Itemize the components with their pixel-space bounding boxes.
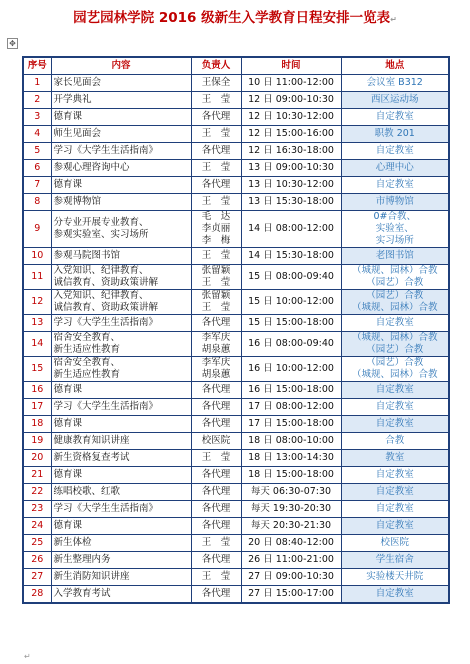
cell-time: 12 日 10:30-12:00 <box>241 109 341 126</box>
cell-resp-line: 各代理 <box>201 520 231 531</box>
cell-resp <box>191 535 241 552</box>
cell-resp-line: 李军庆 <box>201 357 231 368</box>
cell-content-line: 开学典礼 <box>53 94 92 105</box>
cell-time: 每天 20:30-21:30 <box>241 518 341 535</box>
cell-seq: 27 <box>23 569 51 586</box>
cell-place <box>341 92 449 109</box>
cell-seq: 19 <box>23 433 51 450</box>
cell-resp-line: 李 梅 <box>201 235 231 246</box>
cell-resp <box>191 501 241 518</box>
cell-content-line: 参观博物馆 <box>53 196 102 207</box>
cell-place <box>341 332 449 357</box>
cell-place <box>341 315 449 332</box>
cell-place <box>341 552 449 569</box>
cell-place-line: （城规、园林）合教 <box>351 265 438 276</box>
cell-resp-line: 各代理 <box>201 503 231 514</box>
cell-place-line: 自定教室 <box>375 486 414 497</box>
cell-content-line: 学习《大学生生活指南》 <box>53 317 159 328</box>
table-row <box>23 484 449 501</box>
cell-place <box>341 265 449 290</box>
cell-content <box>51 433 191 450</box>
cell-content <box>51 518 191 535</box>
cell-content-line: 学习《大学生生活指南》 <box>53 503 159 514</box>
cell-content <box>51 416 191 433</box>
cell-resp <box>191 92 241 109</box>
cell-place <box>341 194 449 211</box>
table-row <box>23 315 449 332</box>
table-row <box>23 382 449 399</box>
cell-place-line: 合教 <box>385 435 405 446</box>
cell-content <box>51 467 191 484</box>
cell-place <box>341 75 449 92</box>
cell-content-line: 宿舍安全教育、 <box>53 357 121 368</box>
cell-content-line: 诚信教育、资助政策讲解 <box>53 302 159 313</box>
cell-content-line: 新生适应性教育 <box>53 344 121 355</box>
cell-content <box>51 535 191 552</box>
cell-resp-line: 张留颖 <box>201 265 231 276</box>
table-row <box>23 501 449 518</box>
cell-place-line: （园艺）合教 <box>366 357 424 368</box>
cell-place <box>341 484 449 501</box>
cell-content <box>51 194 191 211</box>
cell-seq: 17 <box>23 399 51 416</box>
cell-content-line: 德育课 <box>53 520 83 531</box>
cell-resp-line: 各代理 <box>201 486 231 497</box>
cell-time: 17 日 15:00-18:00 <box>241 416 341 433</box>
cell-content-line: 德育课 <box>53 111 83 122</box>
cell-content <box>51 586 191 604</box>
cell-time: 17 日 08:00-12:00 <box>241 399 341 416</box>
table-row <box>23 357 449 382</box>
cell-place-line: 自定教室 <box>375 503 414 514</box>
table-move-handle-icon[interactable]: ✥ <box>7 38 18 49</box>
table-row <box>23 586 449 604</box>
cell-resp-line: 毛 达 <box>201 211 231 222</box>
cell-time: 16 日 10:00-12:00 <box>241 357 341 382</box>
header-time: 时间 <box>241 57 341 75</box>
cell-time: 13 日 10:30-12:00 <box>241 177 341 194</box>
cell-place <box>341 177 449 194</box>
cell-resp <box>191 211 241 248</box>
cell-resp <box>191 569 241 586</box>
table-row <box>23 416 449 433</box>
cell-place-line: 自定教室 <box>375 588 414 599</box>
cell-seq: 24 <box>23 518 51 535</box>
cell-seq: 12 <box>23 290 51 315</box>
table-row <box>23 194 449 211</box>
cell-content <box>51 569 191 586</box>
cell-resp <box>191 143 241 160</box>
table-row <box>23 569 449 586</box>
cell-seq: 5 <box>23 143 51 160</box>
table-row <box>23 290 449 315</box>
cell-resp-line: 王 莹 <box>201 162 231 173</box>
cell-place <box>341 248 449 265</box>
table-row <box>23 265 449 290</box>
cell-resp <box>191 433 241 450</box>
cell-time: 12 日 09:00-10:30 <box>241 92 341 109</box>
cell-seq: 22 <box>23 484 51 501</box>
cell-seq: 20 <box>23 450 51 467</box>
cell-resp-line: 各代理 <box>201 317 231 328</box>
cell-seq: 28 <box>23 586 51 604</box>
table-row <box>23 332 449 357</box>
cell-place-line: 实验室、 <box>375 223 414 234</box>
cell-resp-line: 各代理 <box>201 145 231 156</box>
cell-content-line: 学习《大学生生活指南》 <box>53 145 159 156</box>
table-row <box>23 126 449 143</box>
cell-place <box>341 467 449 484</box>
cell-time: 16 日 08:00-09:40 <box>241 332 341 357</box>
cell-place <box>341 569 449 586</box>
cell-time: 18 日 08:00-10:00 <box>241 433 341 450</box>
cell-seq: 25 <box>23 535 51 552</box>
cell-resp-line: 校医院 <box>201 435 231 446</box>
cell-content-line: 学习《大学生生活指南》 <box>53 401 159 412</box>
cell-place <box>341 382 449 399</box>
cell-resp <box>191 160 241 177</box>
cell-resp-line: 王保全 <box>201 77 231 88</box>
cell-resp <box>191 177 241 194</box>
cell-place-line: （园艺）合教 <box>366 344 424 355</box>
cell-place-line: 自定教室 <box>375 179 414 190</box>
cell-place-line: 自定教室 <box>375 520 414 531</box>
cell-content-line: 入学教育考试 <box>53 588 111 599</box>
cell-resp <box>191 109 241 126</box>
cell-content-line: 德育课 <box>53 469 83 480</box>
cell-content <box>51 75 191 92</box>
cell-seq: 13 <box>23 315 51 332</box>
cell-place-line: 0#合教、 <box>373 211 416 222</box>
cell-place <box>341 450 449 467</box>
cell-resp-line: 各代理 <box>201 469 231 480</box>
cell-seq: 11 <box>23 265 51 290</box>
cell-time: 12 日 16:30-18:00 <box>241 143 341 160</box>
cell-seq: 21 <box>23 467 51 484</box>
cell-time: 12 日 15:00-16:00 <box>241 126 341 143</box>
cell-time: 15 日 15:00-18:00 <box>241 315 341 332</box>
cell-content <box>51 126 191 143</box>
cell-place-line: 心理中心 <box>375 162 414 173</box>
cell-place-line: 学生宿舍 <box>375 554 414 565</box>
cell-content <box>51 332 191 357</box>
table-row <box>23 160 449 177</box>
cell-resp <box>191 382 241 399</box>
header-seq: 序号 <box>23 57 51 75</box>
table-row <box>23 399 449 416</box>
cell-resp-line: 各代理 <box>201 179 231 190</box>
cell-content-line: 健康教育知识讲座 <box>53 435 130 446</box>
cell-resp-line: 王 莹 <box>201 128 231 139</box>
cell-place-line: （城规、园林）合教 <box>351 332 438 343</box>
cell-resp <box>191 357 241 382</box>
cell-resp <box>191 75 241 92</box>
cell-resp-line: 王 莹 <box>201 452 231 463</box>
cell-place <box>341 433 449 450</box>
cell-resp <box>191 332 241 357</box>
cell-place-line: 老图书馆 <box>375 250 414 261</box>
table-row <box>23 552 449 569</box>
cell-content-line: 新生消防知识讲座 <box>53 571 130 582</box>
cell-resp <box>191 290 241 315</box>
cell-resp-line: 胡泉蕙 <box>201 344 231 355</box>
page-title-text: 园艺园林学院 2016 级新生入学教育日程安排一览表 <box>73 10 391 26</box>
cell-content <box>51 143 191 160</box>
cell-content <box>51 450 191 467</box>
table-row <box>23 109 449 126</box>
cell-seq: 1 <box>23 75 51 92</box>
cell-content <box>51 357 191 382</box>
cell-content-line: 新生适应性教育 <box>53 369 121 380</box>
cell-content <box>51 552 191 569</box>
cell-seq: 8 <box>23 194 51 211</box>
cell-content <box>51 177 191 194</box>
cell-content-line: 练唱校歌、红歌 <box>53 486 121 497</box>
cell-time: 27 日 09:00-10:30 <box>241 569 341 586</box>
cell-place-line: 实习场所 <box>375 235 414 246</box>
cell-content <box>51 382 191 399</box>
cell-time: 27 日 15:00-17:00 <box>241 586 341 604</box>
cell-place-line: 西区运动场 <box>370 94 419 105</box>
cell-time: 14 日 15:30-18:00 <box>241 248 341 265</box>
cell-seq: 7 <box>23 177 51 194</box>
cell-place-line: 自定教室 <box>375 418 414 429</box>
cell-resp-line: 各代理 <box>201 554 231 565</box>
cell-content-line: 分专业开展专业教育、 <box>53 217 149 228</box>
cell-time: 14 日 08:00-12:00 <box>241 211 341 248</box>
cell-place-line: 会议室 B312 <box>366 77 423 88</box>
cell-place <box>341 399 449 416</box>
cell-resp <box>191 399 241 416</box>
cell-place-line: （园艺）合教 <box>366 277 424 288</box>
cell-resp-line: 王 莹 <box>201 196 231 207</box>
schedule-table <box>22 56 450 604</box>
cell-content-line: 入党知识、纪律教育、 <box>53 290 149 301</box>
cell-time: 每天 06:30-07:30 <box>241 484 341 501</box>
page-title: 园艺园林学院 2016 级新生入学教育日程安排一览表↵ <box>73 10 397 26</box>
cell-time: 13 日 15:30-18:00 <box>241 194 341 211</box>
cell-time: 10 日 11:00-12:00 <box>241 75 341 92</box>
cell-resp-line: 王 莹 <box>201 571 231 582</box>
cell-place <box>341 109 449 126</box>
cell-seq: 14 <box>23 332 51 357</box>
cell-place-line: 校医院 <box>380 537 409 548</box>
table-row <box>23 143 449 160</box>
cell-content <box>51 211 191 248</box>
cell-resp <box>191 484 241 501</box>
cell-content-line: 宿舍安全教育、 <box>53 332 121 343</box>
cell-content-line: 德育课 <box>53 179 83 190</box>
cell-place <box>341 126 449 143</box>
cell-resp-line: 王 莹 <box>201 250 231 261</box>
cell-resp <box>191 194 241 211</box>
cell-content-line: 德育课 <box>53 418 83 429</box>
cell-seq: 4 <box>23 126 51 143</box>
cell-content <box>51 92 191 109</box>
cell-seq: 18 <box>23 416 51 433</box>
cell-resp-line: 胡泉蕙 <box>201 369 231 380</box>
cell-time: 16 日 15:00-18:00 <box>241 382 341 399</box>
cell-place-line: 自定教室 <box>375 145 414 156</box>
cell-seq: 3 <box>23 109 51 126</box>
table-row <box>23 518 449 535</box>
cell-resp <box>191 518 241 535</box>
table-row <box>23 450 449 467</box>
cell-content <box>51 290 191 315</box>
cell-content-line: 诚信教育、资助政策讲解 <box>53 277 159 288</box>
cell-resp <box>191 265 241 290</box>
cell-place-line: 实验楼天井院 <box>366 571 424 582</box>
cell-content-line: 新生体检 <box>53 537 92 548</box>
cell-seq: 2 <box>23 92 51 109</box>
table-row <box>23 211 449 248</box>
cell-seq: 6 <box>23 160 51 177</box>
header-place: 地点 <box>341 57 449 75</box>
cell-time: 26 日 11:00-21:00 <box>241 552 341 569</box>
cell-place-line: 自定教室 <box>375 469 414 480</box>
cell-resp <box>191 552 241 569</box>
table-row <box>23 177 449 194</box>
table-row <box>23 92 449 109</box>
cell-resp-line: 王 莹 <box>201 302 231 313</box>
cell-resp-line: 各代理 <box>201 384 231 395</box>
cell-resp <box>191 248 241 265</box>
cell-time: 18 日 13:00-14:30 <box>241 450 341 467</box>
table-body <box>23 75 449 604</box>
cell-resp-line: 王 莹 <box>201 277 231 288</box>
header-content: 内容 <box>51 57 191 75</box>
cell-resp <box>191 467 241 484</box>
cell-seq: 10 <box>23 248 51 265</box>
cell-place <box>341 357 449 382</box>
cell-place <box>341 211 449 248</box>
cell-place <box>341 535 449 552</box>
cell-content <box>51 315 191 332</box>
cell-resp <box>191 315 241 332</box>
cell-resp-line: 各代理 <box>201 111 231 122</box>
table-row <box>23 433 449 450</box>
cell-place <box>341 416 449 433</box>
cell-resp-line: 王 莹 <box>201 94 231 105</box>
cell-resp <box>191 416 241 433</box>
table-row <box>23 248 449 265</box>
cell-content-line: 参观马院图书馆 <box>53 250 121 261</box>
cell-place-line: 自定教室 <box>375 111 414 122</box>
paragraph-mark-icon: ↵ <box>24 652 31 661</box>
cell-content <box>51 501 191 518</box>
cell-place <box>341 290 449 315</box>
cell-resp-line: 张留颖 <box>201 290 231 301</box>
cell-resp <box>191 126 241 143</box>
cell-content <box>51 248 191 265</box>
cell-resp-line: 各代理 <box>201 588 231 599</box>
cell-place-line: （城规、园林）合教 <box>351 302 438 313</box>
cell-time: 13 日 09:00-10:30 <box>241 160 341 177</box>
cell-time: 15 日 10:00-12:00 <box>241 290 341 315</box>
cell-content-line: 新生整理内务 <box>53 554 111 565</box>
table-row <box>23 535 449 552</box>
cell-seq: 15 <box>23 357 51 382</box>
cell-content-line: 参观心理咨询中心 <box>53 162 130 173</box>
cell-place-line: 教室 <box>385 452 405 463</box>
table-header-row <box>23 57 449 75</box>
cell-seq: 26 <box>23 552 51 569</box>
cell-place <box>341 501 449 518</box>
cell-place <box>341 586 449 604</box>
cell-content <box>51 399 191 416</box>
cell-resp <box>191 450 241 467</box>
cell-content <box>51 160 191 177</box>
table-row <box>23 467 449 484</box>
cell-seq: 16 <box>23 382 51 399</box>
cell-content-line: 入党知识、纪律教育、 <box>53 265 149 276</box>
cell-content-line: 家长见面会 <box>53 77 102 88</box>
cell-place-line: （园艺）合教 <box>366 290 424 301</box>
cell-place-line: 自定教室 <box>375 401 414 412</box>
cell-place <box>341 518 449 535</box>
header-resp: 负责人 <box>191 57 241 75</box>
cell-time: 每天 19:30-20:30 <box>241 501 341 518</box>
cell-content-line: 德育课 <box>53 384 83 395</box>
cell-content <box>51 109 191 126</box>
cell-resp-line: 李军庆 <box>201 332 231 343</box>
cell-time: 18 日 15:00-18:00 <box>241 467 341 484</box>
cell-place-line: 自定教室 <box>375 317 414 328</box>
cell-content-line: 参观实验室、实习场所 <box>53 229 149 240</box>
cell-place-line: 职教 201 <box>374 128 415 139</box>
cell-resp-line: 王 莹 <box>201 537 231 548</box>
cell-place <box>341 160 449 177</box>
cell-time: 15 日 08:00-09:40 <box>241 265 341 290</box>
cell-place-line: 市博物馆 <box>375 196 414 207</box>
cell-resp-line: 李贞丽 <box>201 223 231 234</box>
cell-content <box>51 265 191 290</box>
cell-resp-line: 各代理 <box>201 418 231 429</box>
cell-place <box>341 143 449 160</box>
cell-seq: 9 <box>23 211 51 248</box>
cell-content-line: 新生资格复查考试 <box>53 452 130 463</box>
cell-resp <box>191 586 241 604</box>
cell-time: 20 日 08:40-12:00 <box>241 535 341 552</box>
table-row <box>23 75 449 92</box>
cell-resp-line: 各代理 <box>201 401 231 412</box>
cell-place-line: （城规、园林）合教 <box>351 369 438 380</box>
cell-seq: 23 <box>23 501 51 518</box>
cell-place-line: 自定教室 <box>375 384 414 395</box>
cell-content-line: 师生见面会 <box>53 128 102 139</box>
cell-content <box>51 484 191 501</box>
